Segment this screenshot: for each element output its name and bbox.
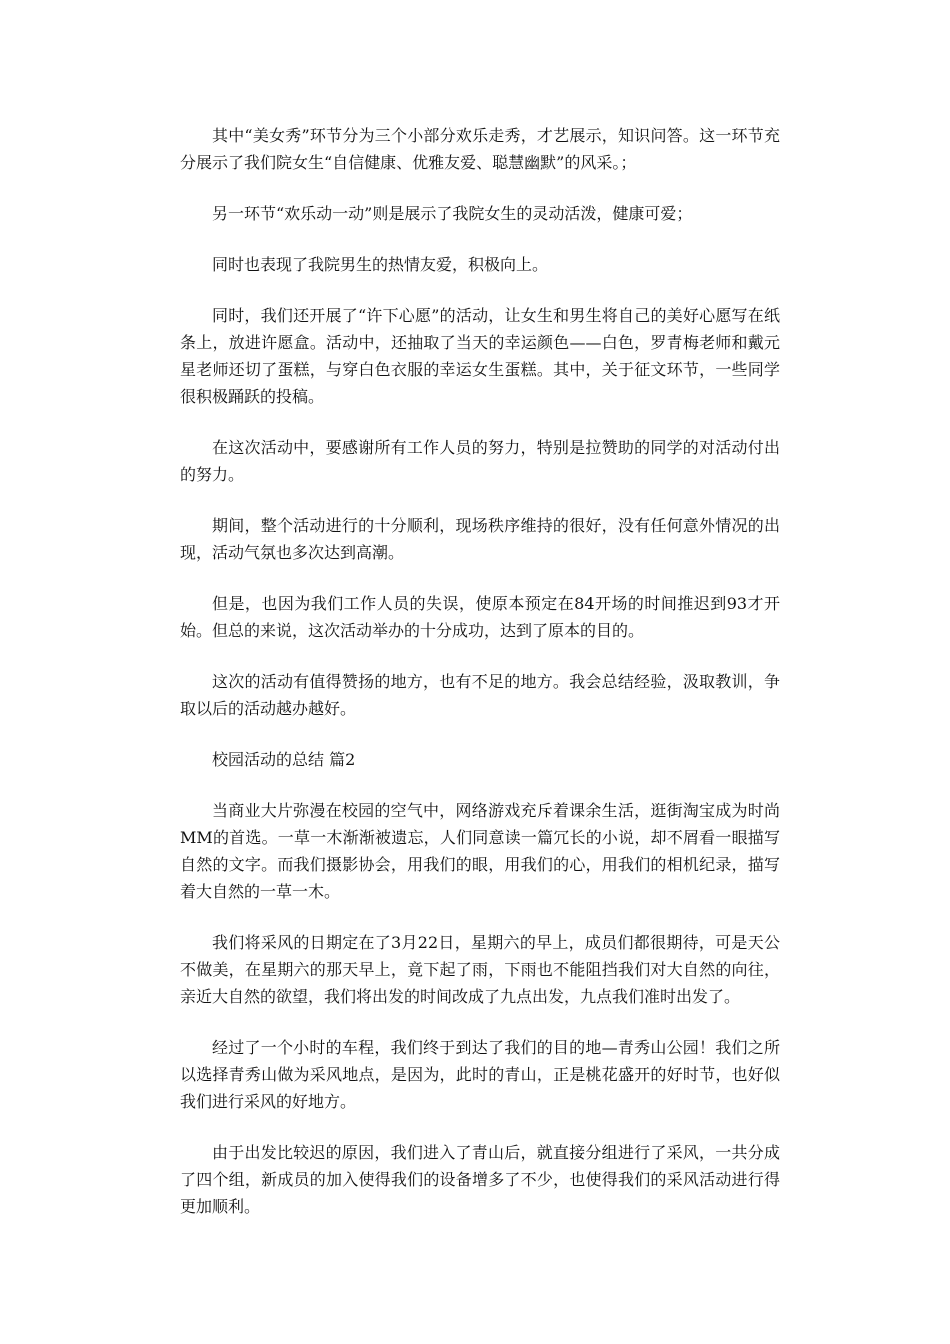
paragraph: 期间，整个活动进行的十分顺利，现场秩序维持的很好，没有任何意外情况的出现，活动气氛也多次达到高潮。 (180, 516, 780, 562)
paragraph: 当商业大片弥漫在校园的空气中，网络游戏充斥着课余生活，逛街淘宝成为时尚MM的首选。一草一木渐渐被遗忘，人们同意读一篇冗长的小说，却不屑看一眼描写自然的文字。而我们摄影协会，用我们的眼，用我们的心，用我们的相机纪录，描写着大自然的一草一木。 (180, 801, 780, 901)
paragraph: 但是，也因为我们工作人员的失误，使原本预定在84开场的时间推迟到93才开始。但总的来说，这次活动举办的十分成功，达到了原本的目的。 (180, 594, 780, 640)
document-body (180, 122, 780, 1244)
paragraph: 我们将采风的日期定在了3月22日，星期六的早上，成员们都很期待，可是天公不做美，在星期六的那天早上，竟下起了雨，下雨也不能阻挡我们对大自然的向往，亲近大自然的欲望，我们将出发的时间改成了九点出发，九点我们准时出发了。 (180, 933, 780, 1006)
paragraph: 这次的活动有值得赞扬的地方，也有不足的地方。我会总结经验，汲取教训，争取以后的活动越办越好。 (180, 672, 780, 718)
section-heading: 校园活动的总结 篇2 (212, 750, 356, 769)
paragraph: 由于出发比较迟的原因，我们进入了青山后，就直接分组进行了采风，一共分成了四个组，新成员的加入使得我们的设备增多了不少，也使得我们的采风活动进行得更加顺利。 (180, 1143, 780, 1216)
paragraph: 另一环节“欢乐动一动”则是展示了我院女生的灵动活泼，健康可爱； (212, 204, 693, 223)
paragraph: 经过了一个小时的车程，我们终于到达了我们的目的地—青秀山公园！我们之所以选择青秀山做为采风地点，是因为，此时的青山，正是桃花盛开的好时节，也好似我们进行采风的好地方。 (180, 1038, 780, 1111)
paragraph: 其中“美女秀”环节分为三个小部分欢乐走秀，才艺展示，知识问答。这一环节充分展示了我们院女生“自信健康、优雅友爱、聪慧幽默”的风采。； (180, 126, 780, 172)
paragraph: 同时，我们还开展了“许下心愿”的活动，让女生和男生将自己的美好心愿写在纸条上，放进许愿盒。活动中，还抽取了当天的幸运颜色——白色，罗青梅老师和戴元星老师还切了蛋糕，与穿白色衣服的幸运女生蛋糕。其中，关于征文环节，一些同学很积极踊跃的投稿。 (180, 306, 780, 406)
paragraph: 在这次活动中，要感谢所有工作人员的努力，特别是拉赞助的同学的对活动付出的努力。 (180, 438, 780, 484)
paragraph: 同时也表现了我院男生的热情友爱，积极向上。 (212, 255, 549, 274)
